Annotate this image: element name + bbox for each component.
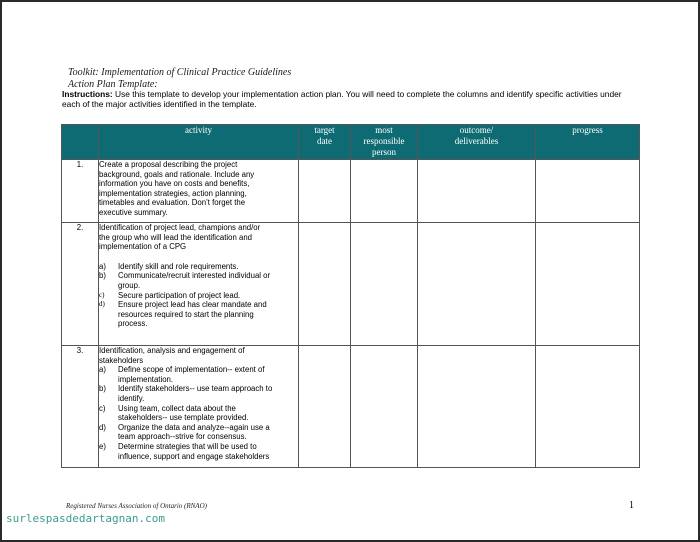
activity-line: stakeholders: [99, 355, 144, 365]
instructions: [62, 89, 642, 109]
list-text: Identify stakeholders-- use team approach to identify.: [118, 384, 273, 403]
header-most-responsible: [351, 125, 418, 160]
target-date-cell[interactable]: [299, 223, 351, 346]
list-item: [99, 423, 298, 442]
list-item: [99, 442, 298, 461]
action-plan-table: [61, 124, 640, 468]
list-text: Define scope of implementation-- extent of implementation.: [118, 365, 265, 384]
header-target-line1: target: [314, 125, 335, 135]
table-row: [62, 223, 640, 346]
page-number: 1: [629, 500, 634, 511]
table-row: [62, 160, 640, 223]
progress-cell[interactable]: [536, 160, 640, 223]
toolkit-title: Toolkit: Implementation of Clinical Practice Guidelines: [68, 67, 292, 78]
activity-line: executive summary.: [99, 207, 168, 217]
progress-cell[interactable]: [536, 346, 640, 468]
list-item: [99, 384, 298, 403]
target-date-cell[interactable]: [299, 160, 351, 223]
list-item: [99, 404, 298, 423]
header-most-line3: person: [372, 147, 396, 157]
activity-cell: [99, 346, 299, 468]
list-item: [99, 271, 298, 290]
target-date-cell[interactable]: [299, 346, 351, 468]
list-item: [99, 300, 298, 329]
table-header-row: [62, 125, 640, 160]
list-label: b): [99, 384, 106, 394]
list-text: Determine strategies that will be used to influence, support and engage stakeholders: [118, 441, 270, 461]
header-target-line2: date: [317, 136, 332, 146]
list-text: Secure participation of project lead.: [118, 290, 241, 300]
header-activity: activity: [99, 125, 299, 160]
header-outcome: [418, 125, 536, 160]
activity-line: Identification, analysis and engagement of: [99, 346, 245, 355]
footer-org: Registered Nurses Association of Ontario (RNAO): [66, 502, 207, 510]
activity-line: information you have on costs and benefits,: [99, 179, 250, 189]
outcome-cell[interactable]: [418, 160, 536, 223]
list-label: c): [99, 290, 105, 299]
instructions-text: Use this template to develop your implementation action plan. You will need to complete the columns and identify specific activities under each of the major activities identified in the template.: [62, 89, 622, 109]
list-label: e): [99, 441, 106, 451]
activity-line: Create a proposal describing the project: [99, 160, 238, 169]
responsible-cell[interactable]: [351, 223, 418, 346]
responsible-cell[interactable]: [351, 160, 418, 223]
header-most-line1: most: [375, 125, 393, 135]
list-text: Communicate/recruit interested individual or group.: [118, 271, 271, 290]
list-text: Identify skill and role requirements.: [118, 261, 239, 271]
activity-line: Identification of project lead, champions and/or: [99, 223, 261, 232]
list-label: b): [99, 271, 106, 281]
watermark: surlespasdedartagnan.com: [6, 512, 165, 525]
instructions-label: Instructions:: [62, 89, 113, 99]
header-most-line2: responsible: [363, 136, 405, 146]
header-target-date: [299, 125, 351, 160]
activity-cell: [99, 160, 299, 223]
header-outcome-line2: deliverables: [454, 136, 499, 146]
list-item: [99, 262, 298, 272]
activity-line: timetables and evaluation. Don’t forget the: [99, 198, 246, 208]
row-number: 2.: [62, 223, 99, 346]
template-title: Action Plan Template:: [68, 79, 158, 90]
row-number: 3.: [62, 346, 99, 468]
responsible-cell[interactable]: [351, 346, 418, 468]
activity-line: the group who will lead the identification and: [99, 232, 253, 242]
header-outcome-line1: outcome/: [459, 125, 494, 135]
table-row: [62, 346, 640, 468]
activity-line: implementation strategies, action planning,: [99, 188, 247, 198]
activity-cell: [99, 223, 299, 346]
header-blank: [62, 125, 99, 160]
list-label: a): [99, 365, 106, 375]
list-label: c): [99, 403, 106, 413]
list-item: [99, 365, 298, 384]
activity-line: implementation of a CPG: [99, 242, 187, 252]
list-text: Ensure project lead has clear mandate and resources required to start the planning process.: [118, 300, 267, 329]
list-item: [99, 291, 298, 301]
list-text: Organize the data and analyze--again use a team approach--strive for consensus.: [118, 422, 270, 442]
activity-line: background, goals and rationale. Include any: [99, 169, 255, 179]
header-progress: progress: [536, 125, 640, 160]
list-label: a): [99, 261, 106, 271]
list-label: d): [99, 422, 106, 432]
outcome-cell[interactable]: [418, 346, 536, 468]
outcome-cell[interactable]: [418, 223, 536, 346]
row-number: 1.: [62, 160, 99, 223]
list-text: Using team, collect data about the stakeholders-- use template provided.: [118, 403, 249, 423]
list-label: d): [99, 300, 105, 309]
progress-cell[interactable]: [536, 223, 640, 346]
